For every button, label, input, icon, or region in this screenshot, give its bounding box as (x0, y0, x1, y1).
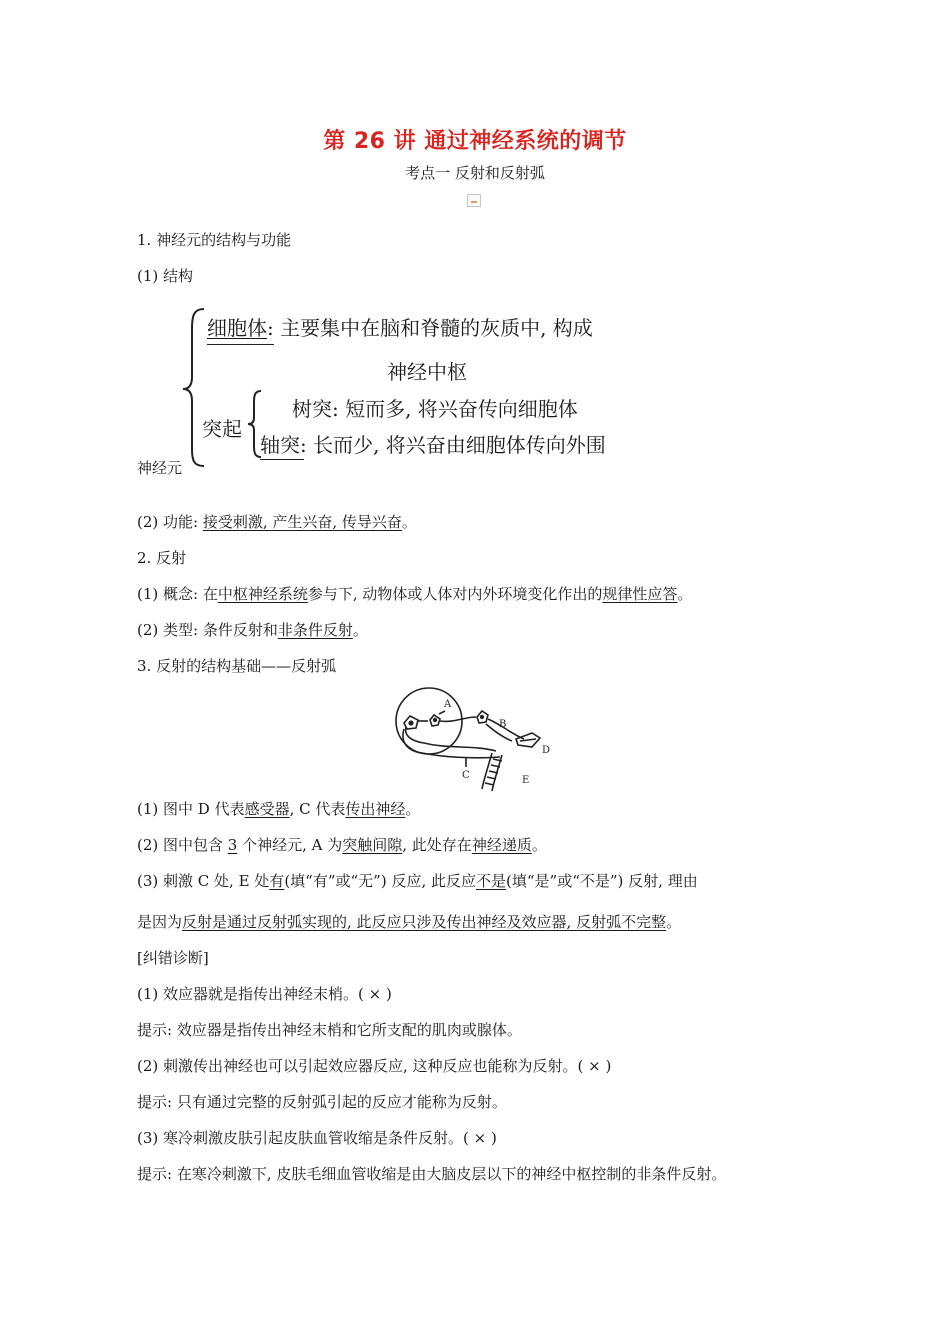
type-answer: 非条件反射 (277, 621, 353, 639)
soma-description-cont: 神经中枢 (387, 360, 467, 384)
question-3-line-2 (137, 912, 681, 932)
section-2-heading: 2. 反射 (137, 549, 187, 567)
diagnosis-hint-2: 提示: 只有通过完整的反射弧引起的反应才能称为反射。 (137, 1093, 507, 1111)
soma-description: : 主要集中在脑和脊髓的灰质中, 构成 (267, 316, 593, 340)
diagnosis-hint-3: 提示: 在寒冷刺激下, 皮肤毛细血管收缩是由大脑皮层以下的神经中枢控制的非条件反射。 (137, 1165, 727, 1183)
section-1-heading: 1. 神经元的结构与功能 (137, 231, 292, 249)
q2-text-b: 个神经元, A 为 (237, 836, 343, 854)
label-e: E (522, 775, 530, 786)
type-text-2: 。 (352, 621, 368, 639)
q3-answer-2: 不是 (476, 872, 507, 890)
function-answer: 接受刺激, 产生兴奋, 传导兴奋 (202, 513, 402, 531)
axon-line (260, 429, 606, 458)
q1-text-b: , C 代表 (289, 800, 346, 818)
image-placeholder-icon (467, 194, 481, 207)
q3-text-d: 是因为 (137, 913, 183, 931)
type-text-1: (2) 类型: 条件反射和 (137, 621, 278, 639)
diagnosis-question-1: (1) 效应器就是指传出神经末梢。( × ) (137, 985, 392, 1003)
function-suffix: 。 (401, 513, 417, 531)
diagnosis-question-3: (3) 寒冷刺激皮肤引起皮肤血管收缩是条件反射。( × ) (137, 1129, 497, 1147)
concept-text-3: 。 (677, 585, 693, 603)
concept-text-1: (1) 概念: 在 (137, 585, 218, 603)
concept-text-2: 参与下, 动物体或人体对内外环境变化作出的 (307, 585, 603, 603)
type-line (137, 620, 368, 640)
concept-line (137, 584, 692, 604)
soma-label (207, 312, 593, 341)
q1-answer-1: 感受器 (244, 800, 290, 818)
axon-underline (260, 459, 304, 460)
q2-text-c: , 此处存在 (402, 836, 472, 854)
label-a: A (444, 699, 452, 710)
q3-answer-1: 有 (269, 872, 285, 890)
structure-label: (1) 结构 (137, 267, 194, 285)
reflex-arc-diagram (392, 683, 562, 793)
label-d: D (542, 745, 551, 756)
diagnosis-hint-1: 提示: 效应器是指传出神经末梢和它所支配的肌肉或腺体。 (137, 1021, 522, 1039)
concept-answer-1: 中枢神经系统 (217, 585, 308, 603)
q1-text-a: (1) 图中 D 代表 (137, 800, 245, 818)
diagnosis-heading: [纠错诊断] (137, 949, 209, 967)
q2-answer-3: 神经递质 (471, 836, 532, 854)
q3-text-a: (3) 刺激 C 处, E 处 (137, 872, 270, 890)
question-3-line (137, 871, 698, 891)
function-prefix: (2) 功能: (137, 513, 203, 531)
soma-underline (207, 344, 274, 345)
section-subtitle: 考点一 反射和反射弧 (405, 164, 545, 182)
q3-text-e: 。 (666, 913, 682, 931)
soma-term: 细胞体 (207, 316, 267, 340)
q1-answer-2: 传出神经 (345, 800, 406, 818)
question-2-line (137, 835, 547, 855)
diagnosis-question-2: (2) 刺激传出神经也可以引起效应器反应, 这种反应也能称为反射。( × ) (137, 1057, 612, 1075)
label-c: C (462, 770, 470, 781)
q2-text-d: 。 (531, 836, 547, 854)
q1-text-c: 。 (405, 800, 421, 818)
dendrite-line: 树突: 短而多, 将兴奋传向细胞体 (292, 397, 578, 421)
label-b: B (499, 719, 507, 730)
axon-description: : 长而少, 将兴奋由细胞体传向外围 (300, 433, 606, 457)
neuron-root-label: 神经元 (137, 459, 183, 477)
q3-answer-3: 反射是通过反射弧实现的, 此反应只涉及传出神经及效应器, 反射弧不完整 (182, 913, 667, 931)
question-1-line (137, 799, 420, 819)
q2-answer-2: 突触间隙 (342, 836, 403, 854)
process-label: 突起 (202, 417, 242, 441)
q2-text-a: (2) 图中包含 (137, 836, 228, 854)
q3-text-b: (填“有”或“无”) 反应, 此反应 (284, 872, 476, 890)
q2-answer-1: 3 (227, 836, 238, 854)
page-title: 第 26 讲 通过神经系统的调节 (323, 129, 627, 154)
function-line (137, 512, 417, 532)
concept-answer-2: 规律性应答 (602, 585, 678, 603)
section-3-heading: 3. 反射的结构基础——反射弧 (137, 657, 337, 675)
q3-text-c: (填“是”或“不是”) 反射, 理由 (506, 872, 698, 890)
axon-term: 轴突 (260, 433, 300, 457)
